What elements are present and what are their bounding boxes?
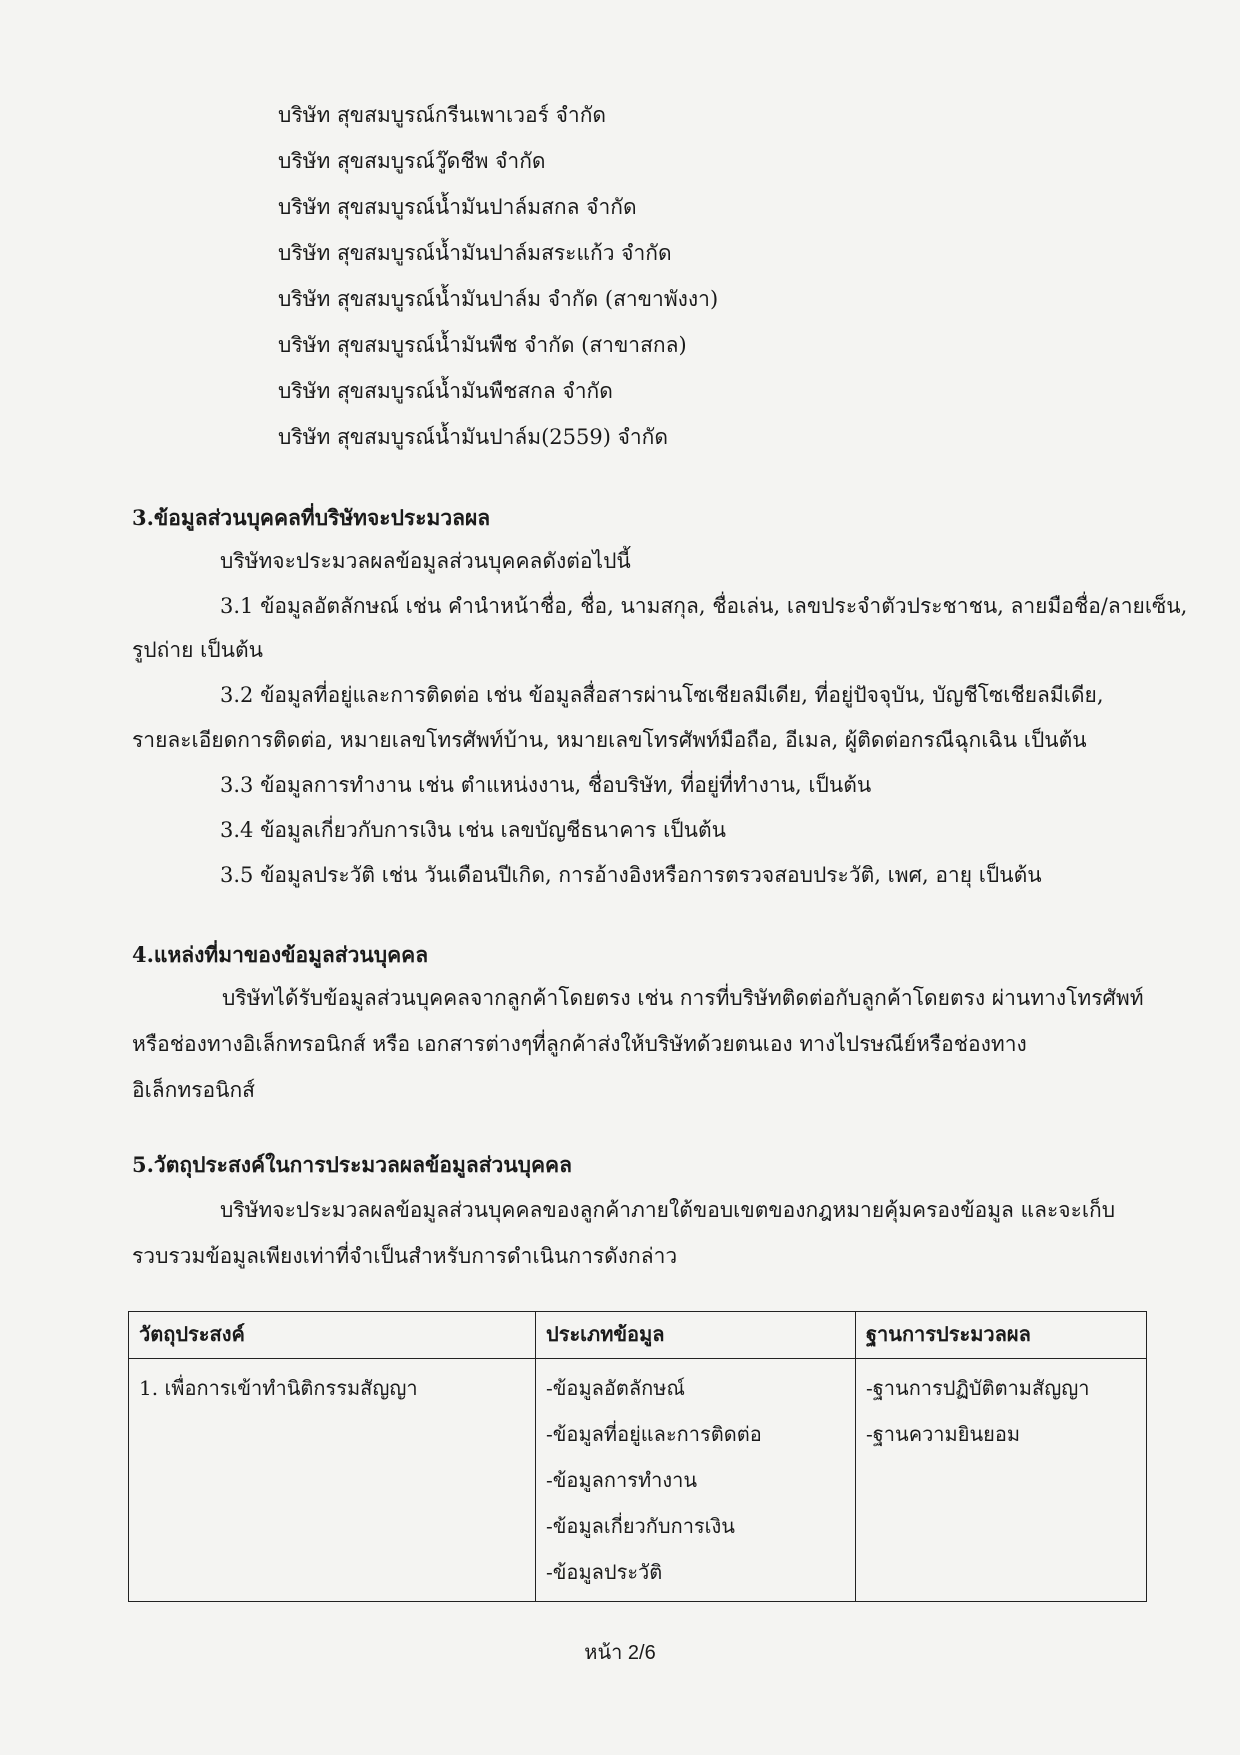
legal-basis-item: -ฐานการปฏิบัติตามสัญญา bbox=[866, 1376, 1090, 1400]
section5-paragraph-cont: รวบรวมข้อมูลเพียงเท่าที่จำเป็นสำหรับการดำเนินการดังกล่าว bbox=[132, 1244, 678, 1268]
section4-paragraph-cont: อิเล็กทรอนิกส์ bbox=[132, 1078, 255, 1102]
header-legal-basis: ฐานการประมวลผล bbox=[856, 1312, 1147, 1359]
data-type-item: -ข้อมูลการทำงาน bbox=[546, 1468, 698, 1492]
section3-heading: 3.ข้อมูลส่วนบุคคลที่บริษัทจะประมวลผล bbox=[132, 505, 491, 530]
legal-basis-item: -ฐานความยินยอม bbox=[866, 1422, 1021, 1446]
purpose-text: 1. เพื่อการเข้าทำนิติกรรมสัญญา bbox=[139, 1376, 418, 1400]
section4-paragraph: บริษัทได้รับข้อมูลส่วนบุคคลจากลูกค้าโดยตรง เช่น การที่บริษัทติดต่อกับลูกค้าโดยตรง ผ่านทางโทรศัพท์ bbox=[222, 986, 1144, 1010]
section4-paragraph-cont: หรือช่องทางอิเล็กทรอนิกส์ หรือ เอกสารต่างๆที่ลูกค้าส่งให้บริษัทด้วยตนเอง ทางไปรษณีย์หรือช่องทาง bbox=[132, 1032, 1027, 1056]
legal-basis-cell bbox=[856, 1359, 1147, 1602]
section4-heading: 4.แหล่งที่มาของข้อมูลส่วนบุคคล bbox=[132, 942, 429, 967]
section3-item4: 3.4 ข้อมูลเกี่ยวกับการเงิน เช่น เลขบัญชีธนาคาร เป็นต้น bbox=[220, 818, 726, 842]
header-data-type: ประเภทข้อมูล bbox=[536, 1312, 856, 1359]
data-type-item: -ข้อมูลประวัติ bbox=[546, 1560, 663, 1584]
section3-item1-cont: รูปถ่าย เป็นต้น bbox=[132, 638, 263, 662]
header-purpose: วัตถุประสงค์ bbox=[129, 1312, 536, 1359]
company-name: บริษัท สุขสมบูรณ์น้ำมันปาล์ม(2559) จำกัด bbox=[278, 425, 669, 449]
purpose-cell bbox=[129, 1359, 536, 1602]
company-name: บริษัท สุขสมบูรณ์กรีนเพาเวอร์ จำกัด bbox=[278, 103, 607, 127]
table-header-row bbox=[129, 1312, 1147, 1359]
company-name: บริษัท สุขสมบูรณ์น้ำมันปาล์มสระแก้ว จำกัด bbox=[278, 241, 672, 265]
data-type-item: -ข้อมูลอัตลักษณ์ bbox=[546, 1376, 685, 1400]
section3-intro: บริษัทจะประมวลผลข้อมูลส่วนบุคคลดังต่อไปนี้ bbox=[220, 549, 631, 573]
page-number: หน้า 2/6 bbox=[584, 1642, 656, 1664]
data-type-item: -ข้อมูลเกี่ยวกับการเงิน bbox=[546, 1514, 735, 1538]
section3-item3: 3.3 ข้อมูลการทำงาน เช่น ตำแหน่งงาน, ชื่อบริษัท, ที่อยู่ที่ทำงาน, เป็นต้น bbox=[220, 773, 872, 797]
company-name: บริษัท สุขสมบูรณ์น้ำมันพืชสกล จำกัด bbox=[278, 379, 613, 403]
purpose-table bbox=[128, 1311, 1147, 1602]
company-name: บริษัท สุขสมบูรณ์วู๊ดชีพ จำกัด bbox=[278, 149, 546, 173]
section3-item2-cont: รายละเอียดการติดต่อ, หมายเลขโทรศัพท์บ้าน, หมายเลขโทรศัพท์มือถือ, อีเมล, ผู้ติดต่อกรณีฉุกเฉิน เป็นต้น bbox=[132, 728, 1087, 752]
data-type-item: -ข้อมูลที่อยู่และการติดต่อ bbox=[546, 1422, 762, 1446]
company-name: บริษัท สุขสมบูรณ์น้ำมันปาล์ม จำกัด (สาขาพังงา) bbox=[278, 287, 719, 311]
table-row bbox=[129, 1359, 1147, 1602]
company-name: บริษัท สุขสมบูรณ์น้ำมันพืช จำกัด (สาขาสกล) bbox=[278, 333, 687, 357]
section3-item5: 3.5 ข้อมูลประวัติ เช่น วันเดือนปีเกิด, การอ้างอิงหรือการตรวจสอบประวัติ, เพศ, อายุ เป็นต้น bbox=[220, 863, 1042, 887]
section5-heading: 5.วัตถุประสงค์ในการประมวลผลข้อมูลส่วนบุคคล bbox=[132, 1152, 572, 1177]
section3-item2: 3.2 ข้อมูลที่อยู่และการติดต่อ เช่น ข้อมูลสื่อสารผ่านโซเชียลมีเดีย, ที่อยู่ปัจจุบัน, บัญชีโซเชียลมีเดีย, bbox=[220, 683, 1104, 707]
company-name: บริษัท สุขสมบูรณ์น้ำมันปาล์มสกล จำกัด bbox=[278, 195, 637, 219]
section3-item1: 3.1 ข้อมูลอัตลักษณ์ เช่น คำนำหน้าชื่อ, ชื่อ, นามสกุล, ชื่อเล่น, เลขประจำตัวประชาชน, ลายมือชื่อ/ลายเซ็น, bbox=[220, 594, 1188, 618]
data-type-cell bbox=[536, 1359, 856, 1602]
section5-paragraph: บริษัทจะประมวลผลข้อมูลส่วนบุคคลของลูกค้าภายใต้ขอบเขตของกฎหมายคุ้มครองข้อมูล และจะเก็บ bbox=[220, 1198, 1116, 1222]
